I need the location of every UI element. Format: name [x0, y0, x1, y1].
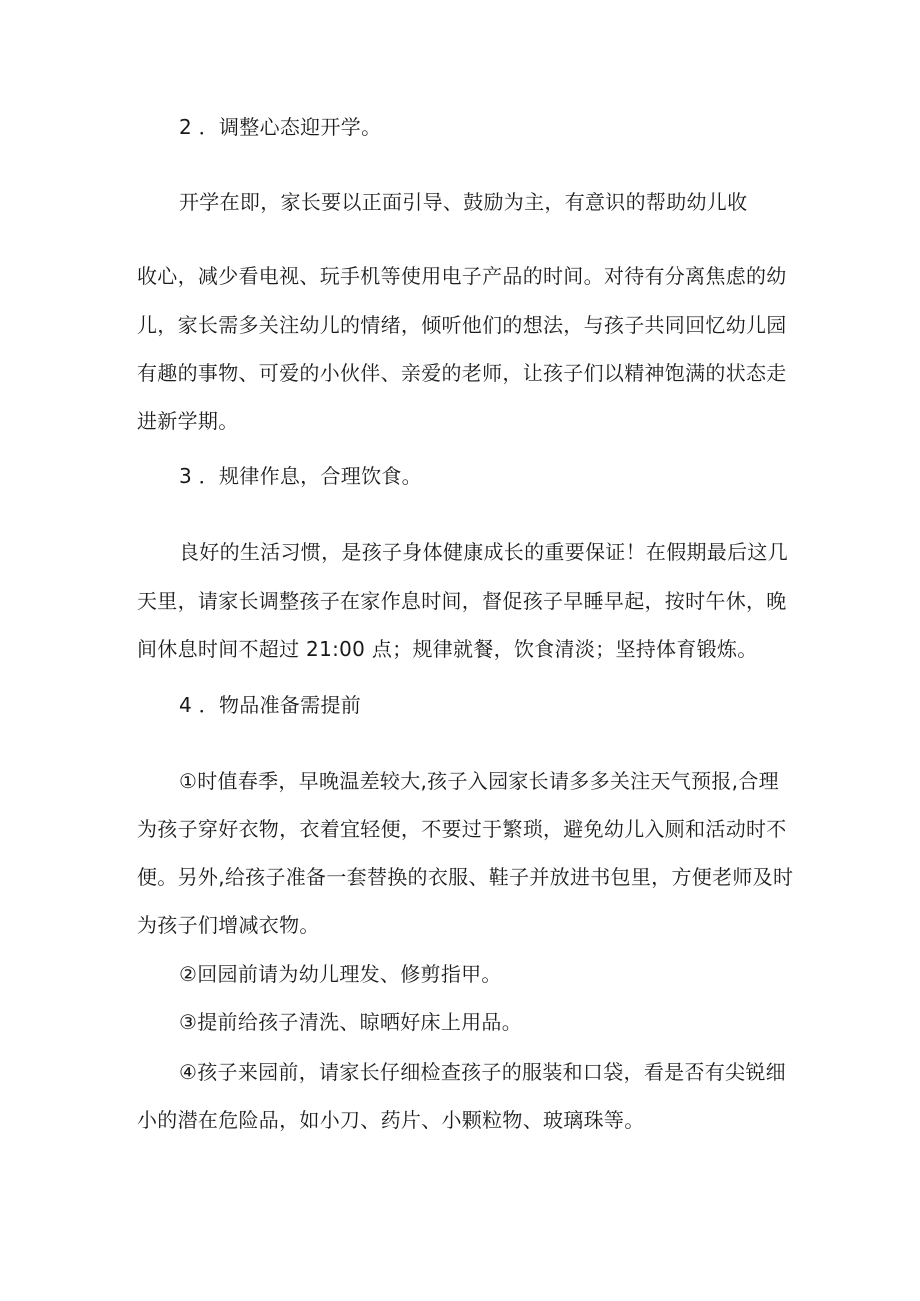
list-item-line: 小的潜在危险品，如小刀、药片、小颗粒物、玻璃珠等。 — [137, 1108, 645, 1132]
paragraph-line: 儿，家长需多关注幼儿的情绪，倾听他们的想法，与孩子共同回忆幼儿园 — [137, 313, 787, 337]
paragraph-line: 开学在即，家长要以正面引导、鼓励为主，有意识的帮助幼儿收 — [179, 190, 748, 214]
list-item-line: ④孩子来园前，请家长仔细检查孩子的服装和口袋，看是否有尖锐细 — [179, 1060, 786, 1084]
paragraph-line: 进新学期。 — [137, 409, 239, 433]
list-item-line: 为孩子们增减衣物。 — [137, 913, 320, 937]
list-item-line: 便。另外,给孩子准备一套替换的衣服、鞋子并放进书包里，方便老师及时 — [137, 865, 794, 889]
list-item-line: 为孩子穿好衣物，衣着宜轻便，不要过于繁琐，避免幼儿入厕和活动时不 — [137, 817, 787, 841]
list-item: ②回园前请为幼儿理发、修剪指甲。 — [179, 962, 502, 986]
section-heading-4: 4 ．物品准备需提前 — [179, 693, 362, 717]
paragraph-line: 有趣的事物、可爱的小伙伴、亲爱的老师，让孩子们以精神饱满的状态走 — [137, 361, 787, 385]
list-item: ③提前给孩子清洗、晾晒好床上用品。 — [179, 1010, 523, 1034]
paragraph-line: 天里，请家长调整孩子在家作息时间，督促孩子早睡早起，按时午休，晚 — [137, 589, 787, 613]
paragraph-line: 良好的生活习惯，是孩子身体健康成长的重要保证！在假期最后这几 — [179, 540, 788, 564]
list-item-line: ①时值春季，早晚温差较大,孩子入园家长请多多关注天气预报,合理 — [179, 769, 779, 793]
paragraph-line: 间休息时间不超过 21:00 点；规律就餐，饮食清淡；坚持体育锻炼。 — [137, 637, 758, 661]
paragraph-line: 收心，减少看电视、玩手机等使用电子产品的时间。对待有分离焦虑的幼 — [137, 264, 787, 288]
section-heading-2: 2 ．调整心态迎开学。 — [179, 115, 382, 139]
section-heading-3: 3 ．规律作息，合理饮食。 — [179, 464, 422, 488]
